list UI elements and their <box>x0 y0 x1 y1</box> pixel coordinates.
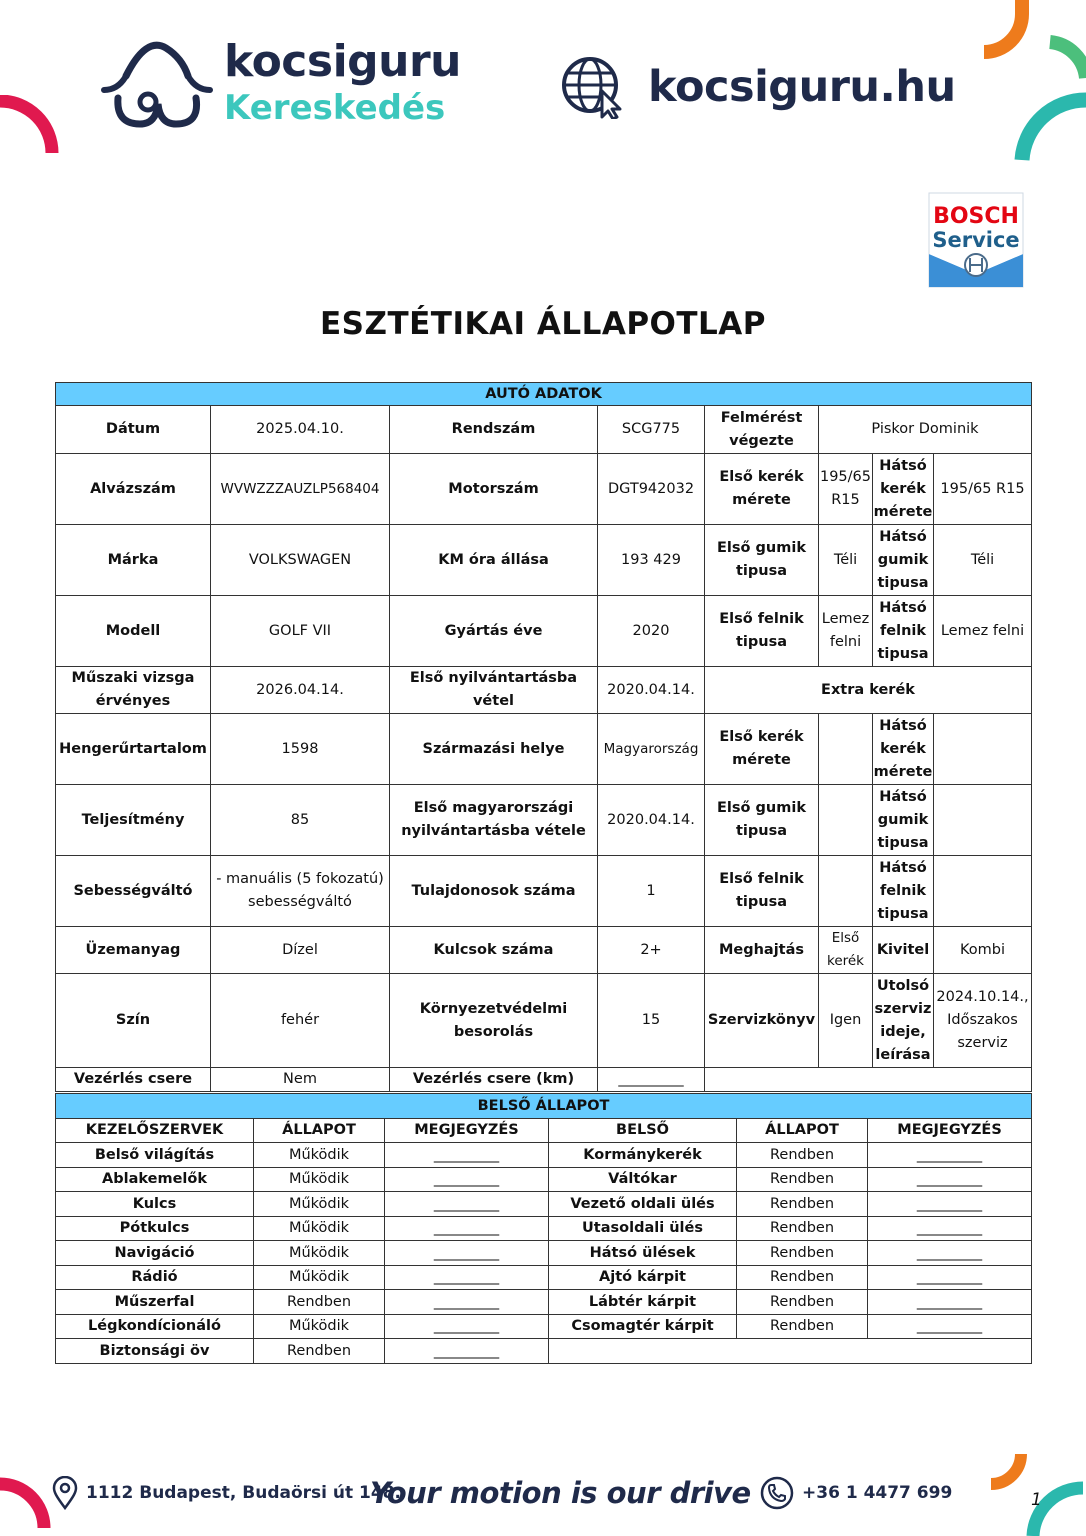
value-szin: fehér <box>211 974 390 1068</box>
header-belso: BELSŐ <box>549 1118 737 1143</box>
row-label-right: Váltókar <box>549 1167 737 1192</box>
row-label-biztonsagi-ov: Biztonsági öv <box>56 1339 254 1364</box>
header-allapot-left: ÁLLAPOT <box>254 1118 385 1143</box>
row-note-right: _________ <box>868 1241 1032 1266</box>
footer-phone-text: +36 1 4477 699 <box>802 1483 953 1503</box>
value-extra-elso-gumi <box>819 785 873 856</box>
vehicle-data-table <box>55 382 1032 1092</box>
footer-phone <box>760 1470 952 1516</box>
row-label-right: Ajtó kárpit <box>549 1265 737 1290</box>
label-hatso-felni: Hátsó felnik tipusa <box>873 596 934 667</box>
row-label-right: Csomagtér kárpit <box>549 1314 737 1339</box>
label-extra-kerek: Extra kerék <box>705 667 1032 714</box>
row-status-right: Rendben <box>737 1167 868 1192</box>
label-alvazszam: Alvázszám <box>56 454 211 525</box>
row-note-right: _________ <box>868 1314 1032 1339</box>
label-kivitel: Kivitel <box>873 927 934 974</box>
row-label-left: Rádió <box>56 1265 254 1290</box>
label-km: KM óra állása <box>390 525 598 596</box>
label-extra-hatso-gumi: Hátsó gumik tipusa <box>873 785 934 856</box>
label-uzemanyag: Üzemanyag <box>56 927 211 974</box>
table-row <box>56 1192 1032 1217</box>
label-extra-elso-gumi: Első gumik tipusa <box>705 785 819 856</box>
row-note-right: _________ <box>868 1167 1032 1192</box>
value-kornyezetvedelmi: 15 <box>598 974 705 1068</box>
header-allapot-right: ÁLLAPOT <box>737 1118 868 1143</box>
logo-subtitle: Kereskedés <box>224 88 446 128</box>
label-kornyezetvedelmi: Környezetvédelmi besorolás <box>390 974 598 1068</box>
empty-cell <box>549 1339 1032 1364</box>
row-note-left: _________ <box>385 1290 549 1315</box>
bosch-label: BOSCH <box>933 204 1019 229</box>
header-kezeloszervek: KEZELŐSZERVEK <box>56 1118 254 1143</box>
value-utolso-szerviz: 2024.10.14., Időszakos szerviz <box>934 974 1032 1068</box>
value-datum: 2025.04.10. <box>211 406 390 454</box>
section-header-belso-allapot: BELSŐ ÁLLAPOT <box>56 1094 1032 1119</box>
value-vezerles-csere-km: _________ <box>598 1068 705 1092</box>
row-label-right: Hátsó ülések <box>549 1241 737 1266</box>
value-extra-elso-felni <box>819 856 873 927</box>
row-status-right: Rendben <box>737 1290 868 1315</box>
table-row <box>56 1265 1032 1290</box>
row-note-left: _________ <box>385 1192 549 1217</box>
value-alvazszam: WVWZZZAUZLP568404 <box>211 454 390 525</box>
value-elso-kerek: 195/65 R15 <box>819 454 873 525</box>
label-rendszam: Rendszám <box>390 406 598 454</box>
value-km: 193 429 <box>598 525 705 596</box>
row-label-left: Ablakemelők <box>56 1167 254 1192</box>
empty-cell <box>705 1068 1032 1092</box>
row-note-left: _________ <box>385 1167 549 1192</box>
row-status-left: Működik <box>254 1167 385 1192</box>
website-header <box>560 52 956 122</box>
header-megjegyzes-right: MEGJEGYZÉS <box>868 1118 1032 1143</box>
row-label-left: Navigáció <box>56 1241 254 1266</box>
label-utolso-szerviz: Utolsó szerviz ideje, leírása <box>873 974 934 1068</box>
row-label-right: Utasoldali ülés <box>549 1216 737 1241</box>
row-status-left: Működik <box>254 1265 385 1290</box>
label-extra-hatso-kerek: Hátsó kerék mérete <box>873 714 934 785</box>
table-row <box>56 1167 1032 1192</box>
logo-name: kocsiguru <box>224 36 462 87</box>
corner-decoration-bottom-left <box>0 1470 60 1536</box>
table-row <box>56 1241 1032 1266</box>
row-status-biztonsagi-ov: Rendben <box>254 1339 385 1364</box>
value-szervizkonyv: Igen <box>819 974 873 1068</box>
section-header-auto-adatok: AUTÓ ADATOK <box>56 383 1032 406</box>
row-note-left: _________ <box>385 1143 549 1168</box>
row-label-left: Kulcs <box>56 1192 254 1217</box>
footer-address-text: 1112 Budapest, Budaörsi út 148. <box>86 1483 401 1503</box>
row-status-left: Működik <box>254 1216 385 1241</box>
label-extra-elso-kerek: Első kerék mérete <box>705 714 819 785</box>
label-teljesitmeny: Teljesítmény <box>56 785 211 856</box>
label-sebessegvalto: Sebességváltó <box>56 856 211 927</box>
row-note-left: _________ <box>385 1265 549 1290</box>
label-elso-felni: Első felnik tipusa <box>705 596 819 667</box>
value-marka: VOLKSWAGEN <box>211 525 390 596</box>
bosch-service-badge <box>928 192 1024 288</box>
label-gyartas: Gyártás éve <box>390 596 598 667</box>
label-elso-gumi: Első gumik tipusa <box>705 525 819 596</box>
value-hatso-gumi: Téli <box>934 525 1032 596</box>
row-status-left: Működik <box>254 1241 385 1266</box>
row-note-left: _________ <box>385 1241 549 1266</box>
website-url: kocsiguru.hu <box>648 62 956 112</box>
value-tulajdonosok: 1 <box>598 856 705 927</box>
footer-address <box>52 1470 401 1516</box>
corner-decoration-left <box>0 95 60 165</box>
row-status-left: Működik <box>254 1314 385 1339</box>
value-extra-hatso-kerek <box>934 714 1032 785</box>
table-row <box>56 1314 1032 1339</box>
row-label-right: Kormánykerék <box>549 1143 737 1168</box>
value-elso-magyar-nyilvantartas: 2020.04.14. <box>598 785 705 856</box>
row-status-right: Rendben <box>737 1192 868 1217</box>
row-status-right: Rendben <box>737 1265 868 1290</box>
value-elso-gumi: Téli <box>819 525 873 596</box>
value-extra-hatso-gumi <box>934 785 1032 856</box>
label-elso-nyilvantartas: Első nyilvántartásba vétel <box>390 667 598 714</box>
label-kulcsok: Kulcsok száma <box>390 927 598 974</box>
value-motorszam: DGT942032 <box>598 454 705 525</box>
value-modell: GOLF VII <box>211 596 390 667</box>
row-note-right: _________ <box>868 1192 1032 1217</box>
label-motorszam: Motorszám <box>390 454 598 525</box>
value-hengerurtartalom: 1598 <box>211 714 390 785</box>
row-note-right: _________ <box>868 1143 1032 1168</box>
label-elso-magyar-nyilvantartas: Első magyarországi nyilvántartásba vétele <box>390 785 598 856</box>
label-hengerurtartalom: Hengerűrtartalom <box>56 714 211 785</box>
value-szarmazas: Magyarország <box>598 714 705 785</box>
car-logo-icon <box>96 38 216 133</box>
header-megjegyzes-left: MEGJEGYZÉS <box>385 1118 549 1143</box>
row-note-right: _________ <box>868 1216 1032 1241</box>
row-status-right: Rendben <box>737 1314 868 1339</box>
label-vezerles-csere-km: Vezérlés csere (km) <box>390 1068 598 1092</box>
globe-cursor-icon <box>560 55 624 119</box>
row-label-left: Légkondícionáló <box>56 1314 254 1339</box>
service-label: Service <box>932 228 1020 252</box>
value-felmeres: Piskor Dominik <box>819 406 1032 454</box>
label-vezerles-csere: Vezérlés csere <box>56 1068 211 1092</box>
row-status-left: Működik <box>254 1143 385 1168</box>
row-status-left: Működik <box>254 1192 385 1217</box>
value-meghajtas: Első kerék <box>819 927 873 974</box>
value-uzemanyag: Dízel <box>211 927 390 974</box>
row-label-right: Vezető oldali ülés <box>549 1192 737 1217</box>
label-extra-elso-felni: Első felnik tipusa <box>705 856 819 927</box>
row-label-right: Lábtér kárpit <box>549 1290 737 1315</box>
value-extra-hatso-felni <box>934 856 1032 927</box>
page-number: 1 <box>1031 1490 1042 1510</box>
row-status-right: Rendben <box>737 1216 868 1241</box>
label-felmeres: Felmérést végezte <box>705 406 819 454</box>
location-pin-icon <box>52 1476 78 1510</box>
label-datum: Dátum <box>56 406 211 454</box>
page-title: ESZTÉTIKAI ÁLLAPOTLAP <box>320 306 766 342</box>
value-gyartas: 2020 <box>598 596 705 667</box>
value-elso-nyilvantartas: 2020.04.14. <box>598 667 705 714</box>
table-row <box>56 1290 1032 1315</box>
label-hatso-gumi: Hátsó gumik tipusa <box>873 525 934 596</box>
row-label-left: Műszerfal <box>56 1290 254 1315</box>
row-label-left: Pótkulcs <box>56 1216 254 1241</box>
row-note-left: _________ <box>385 1216 549 1241</box>
label-marka: Márka <box>56 525 211 596</box>
value-elso-felni: Lemez felni <box>819 596 873 667</box>
company-logo <box>96 38 476 133</box>
label-hatso-kerek: Hátsó kerék mérete <box>873 454 934 525</box>
value-extra-elso-kerek <box>819 714 873 785</box>
value-kivitel: Kombi <box>934 927 1032 974</box>
label-meghajtas: Meghajtás <box>705 927 819 974</box>
value-muszaki-vizsga: 2026.04.14. <box>211 667 390 714</box>
row-status-left: Rendben <box>254 1290 385 1315</box>
phone-icon <box>760 1476 794 1510</box>
value-hatso-kerek: 195/65 R15 <box>934 454 1032 525</box>
value-rendszam: SCG775 <box>598 406 705 454</box>
footer-slogan: Your motion is our drive <box>370 1476 751 1510</box>
table-row <box>56 1216 1032 1241</box>
value-kulcsok: 2+ <box>598 927 705 974</box>
label-szin: Szín <box>56 974 211 1068</box>
interior-condition-table <box>55 1093 1032 1364</box>
row-note-left: _________ <box>385 1314 549 1339</box>
label-extra-hatso-felni: Hátsó felnik tipusa <box>873 856 934 927</box>
label-szervizkonyv: Szervizkönyv <box>705 974 819 1068</box>
row-label-left: Belső világítás <box>56 1143 254 1168</box>
row-note-right: _________ <box>868 1265 1032 1290</box>
corner-decoration-top-right <box>970 0 1086 165</box>
value-teljesitmeny: 85 <box>211 785 390 856</box>
row-note-biztonsagi-ov: _________ <box>385 1339 549 1364</box>
label-tulajdonosok: Tulajdonosok száma <box>390 856 598 927</box>
label-modell: Modell <box>56 596 211 667</box>
label-szarmazas: Származási helye <box>390 714 598 785</box>
table-row <box>56 1143 1032 1168</box>
row-note-right: _________ <box>868 1290 1032 1315</box>
label-muszaki-vizsga: Műszaki vizsga érvényes <box>56 667 211 714</box>
row-status-right: Rendben <box>737 1241 868 1266</box>
value-vezerles-csere: Nem <box>211 1068 390 1092</box>
value-hatso-felni: Lemez felni <box>934 596 1032 667</box>
label-elso-kerek: Első kerék mérete <box>705 454 819 525</box>
row-status-right: Rendben <box>737 1143 868 1168</box>
value-sebessegvalto: - manuális (5 fokozatú) sebességváltó <box>211 856 390 927</box>
